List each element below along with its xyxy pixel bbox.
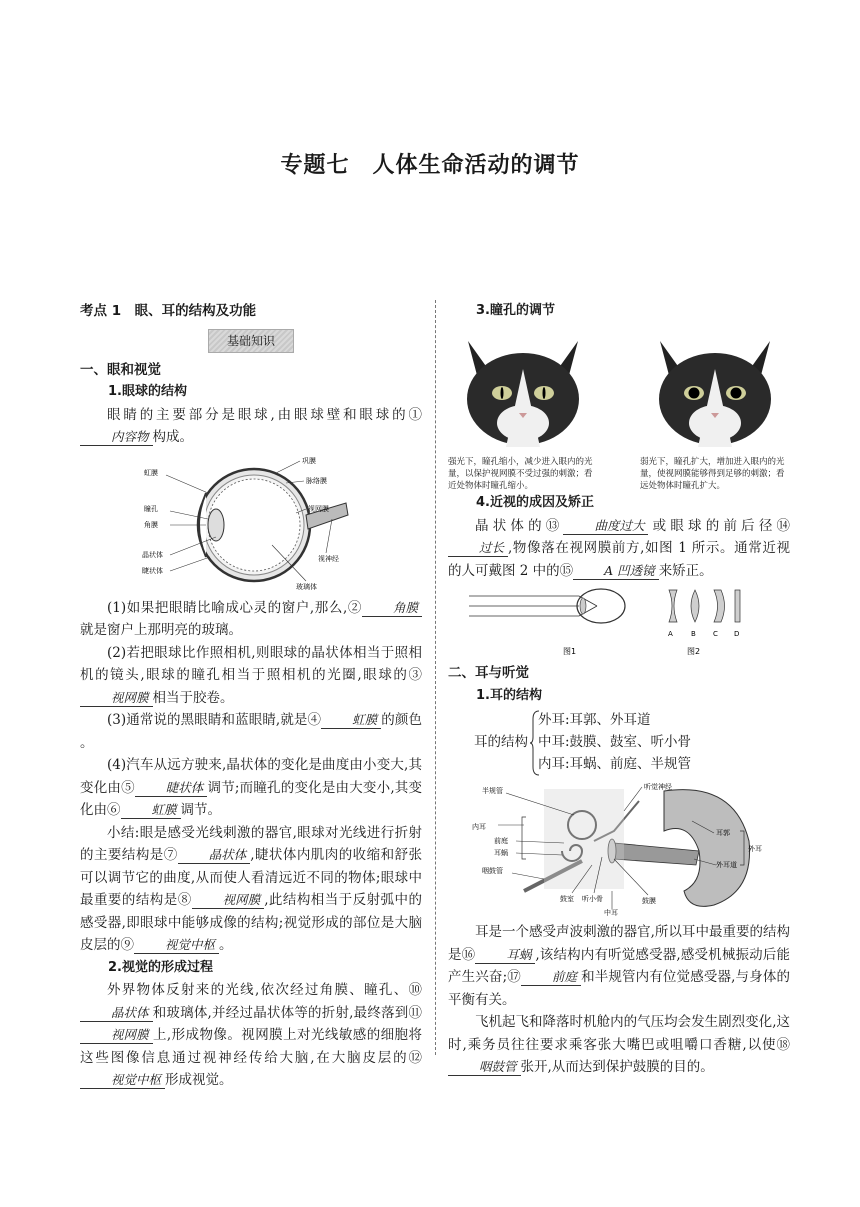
- label-vestibule: 前庭: [494, 837, 508, 845]
- ear-structure-items: [538, 709, 691, 775]
- subsection-myopia: 4.近视的成因及矫正: [476, 495, 594, 510]
- ear-paragraph-1: 耳是一个感受声波刺激的器官,所以耳中最重要的结构是⑯ 耳蜗 ,该结构内有听觉感受器,感受机械振动后能产生兴奋;⑰ 前庭 和半规管内有位觉感受器,与身体的平衡有关。: [448, 924, 790, 1008]
- cat-bright-light: [448, 329, 598, 493]
- blank-18: 咽鼓管: [448, 1059, 521, 1076]
- label-tympanic-cavity: 鼓室: [560, 895, 574, 903]
- question-2: (2)若把眼球比作照相机,则眼球的晶状体相当于照相机的镜头,眼球的瞳孔相当于照相机的光圈,眼球的③视网膜 相当于胶卷。: [80, 644, 422, 706]
- question-1: (1)如果把眼睛比喻成心灵的窗户,那么,② 角膜就是窗户上那明亮的玻璃。: [80, 597, 422, 642]
- question-4: (4)汽车从远方驶来,晶状体的变化是曲度由小变大,其变化由⑤ 睫状体 调节;而瞳孔的变化是由大变小,其变化由⑥ 虹膜 调节。: [80, 757, 423, 818]
- blank-12: 视觉中枢: [80, 1072, 165, 1089]
- blank-6: 虹膜: [121, 802, 181, 819]
- subsection-pupil-regulation: 3.瞳孔的调节: [476, 303, 555, 318]
- label-choroid: 脉络膜: [306, 476, 327, 485]
- ear-structure-label: 耳的结构: [474, 734, 528, 750]
- paragraph-eyeball: 眼睛的主要部分是眼球,由眼球壁和眼球的①内容物 构成。: [80, 404, 422, 449]
- blank-5: 睫状体: [135, 780, 208, 797]
- label-lens: 晶状体: [142, 550, 163, 559]
- blank-4: 虹膜: [321, 712, 381, 729]
- middle-ear-item: 中耳:鼓膜、鼓室、听小骨: [538, 734, 692, 750]
- label-optic-nerve: 视神经: [318, 554, 339, 563]
- ear-structure-list: [448, 709, 790, 777]
- blank-14: 过长: [448, 540, 508, 557]
- blank-1: 内容物: [80, 429, 153, 446]
- question-3: (3)通常说的黑眼睛和蓝眼睛,就是④ 虹膜 的颜色 。: [80, 712, 422, 751]
- left-column: [80, 300, 422, 1092]
- column-divider: [435, 300, 436, 1055]
- label-semicircular-canals: 半规管: [482, 787, 503, 795]
- lens-label-b: B: [691, 630, 696, 638]
- vision-process-paragraph: 外界物体反射来的光线,依次经过角膜、瞳孔、⑩晶状体 和玻璃体,并经过晶状体等的折射,最终落到⑪视网膜 上,形成物像。视网膜上对光线敏感的细胞将这些图像信息通过视神经传给大脑,在大脑皮层的⑫视觉中枢 形成视觉。: [80, 982, 422, 1088]
- label-auditory-nerve: 听觉神经: [644, 783, 672, 791]
- basic-knowledge-badge: 基础知识: [208, 329, 294, 353]
- label-ear-canal: 外耳道: [716, 861, 737, 869]
- label-cochlea: 耳蜗: [494, 849, 508, 857]
- topic-heading: 考点 1 眼、耳的结构及功能: [80, 303, 257, 319]
- blank-11: 视网膜: [80, 1027, 153, 1044]
- ear-paragraph-2: 飞机起飞和降落时机舱内的气压均会发生剧烈变化,这时,乘务员往往要求乘客张大嘴巴或咀嚼口香糖,以使⑱咽鼓管 张开,从而达到保护鼓膜的目的。: [448, 1014, 790, 1075]
- blank-17: 前庭: [521, 969, 581, 986]
- section-eye-heading: 一、眼和视觉: [80, 361, 161, 378]
- lens-label-d: D: [734, 630, 740, 638]
- ear-diagram: [464, 781, 774, 917]
- subsection-vision-process: 2.视觉的形成过程: [108, 959, 213, 975]
- cat-figures: [448, 329, 790, 493]
- label-middle-ear: 中耳: [604, 909, 618, 917]
- blank-2: 角膜: [362, 600, 422, 617]
- blank-9: 视觉中枢: [134, 937, 219, 954]
- label-pupil: 瞳孔: [144, 504, 158, 513]
- label-iris: 虹膜: [144, 468, 158, 477]
- lens-label-a: A: [668, 630, 673, 638]
- myopia-figures: [459, 586, 779, 658]
- cat-image-small-pupil: [448, 329, 598, 447]
- blank-3: 视网膜: [80, 690, 153, 707]
- blank-8: 视网膜: [192, 892, 265, 909]
- cat-caption-dim: 弱光下，瞳孔扩大，增加进入眼内的光量，使视网膜能够得到足够的刺激；看远处物体时瞳孔扩大。: [640, 457, 785, 491]
- cat-image-large-pupil: [640, 329, 790, 447]
- summary-paragraph: 小结:眼是感受光线刺激的器官,眼球对光线进行折射的主要结构是⑦ 晶状体 ,睫状体内肌肉的收缩和舒张可以调节它的曲度,从而使人看清远近不同的物体;眼球中最重要的结构是⑧ 视网膜 ,此结构相当于反射弧中的感受器,即眼球中能够成像的结构;视觉形成的部位是大脑皮层的⑨ 视觉中枢 。: [80, 824, 423, 953]
- blank-16: 耳蜗: [475, 947, 535, 964]
- label-eardrum: 鼓膜: [642, 897, 656, 905]
- cat-dim-light: [640, 329, 790, 493]
- label-eustachian-tube: 咽鼓管: [482, 867, 503, 875]
- label-vitreous: 玻璃体: [296, 582, 317, 591]
- fig1-caption: 图1: [563, 647, 577, 656]
- label-inner-ear: 内耳: [472, 823, 486, 831]
- inner-ear-item: 内耳:耳蜗、前庭、半规管: [538, 756, 692, 772]
- right-column: [448, 300, 790, 1079]
- label-auricle: 耳郭: [716, 829, 730, 837]
- subsection-eyeball-structure: 1.眼球的结构: [108, 384, 187, 399]
- eyeball-diagram: [136, 453, 366, 593]
- myopia-paragraph: 晶状体的⑬ 曲度过大 或眼球的前后径⑭过长 ,物像落在视网膜前方,如图 1 所示。通常近视的人可戴图 2 中的⑮ A 凹透镜 来矫正。: [448, 517, 791, 579]
- lens-label-c: C: [713, 630, 718, 638]
- label-ossicles: 听小骨: [582, 895, 603, 903]
- cat-caption-bright: 强光下，瞳孔缩小，减少进入眼内的光量，以保护视网膜不受过强的刺激；看近处物体时瞳孔缩小。: [448, 457, 593, 491]
- label-cornea: 角膜: [144, 520, 158, 529]
- fig2-caption: 图2: [687, 647, 701, 656]
- section-ear-heading: 二、耳与听觉: [448, 665, 529, 681]
- blank-13: 曲度过大: [563, 518, 648, 535]
- label-sclera: 巩膜: [302, 456, 316, 465]
- outer-ear-item: 外耳:耳郭、外耳道: [538, 712, 651, 728]
- label-ciliary-body: 睫状体: [142, 566, 163, 575]
- blank-15: A 凹透镜: [573, 563, 659, 580]
- blank-10: 晶状体: [80, 1005, 153, 1022]
- page-title: 专题七 人体生命活动的调节: [280, 153, 580, 178]
- blank-7: 晶状体: [178, 847, 251, 864]
- label-outer-ear: 外耳: [748, 845, 762, 853]
- subsection-ear-structure: 1.耳的结构: [476, 687, 542, 703]
- label-retina: 视网膜: [308, 504, 329, 513]
